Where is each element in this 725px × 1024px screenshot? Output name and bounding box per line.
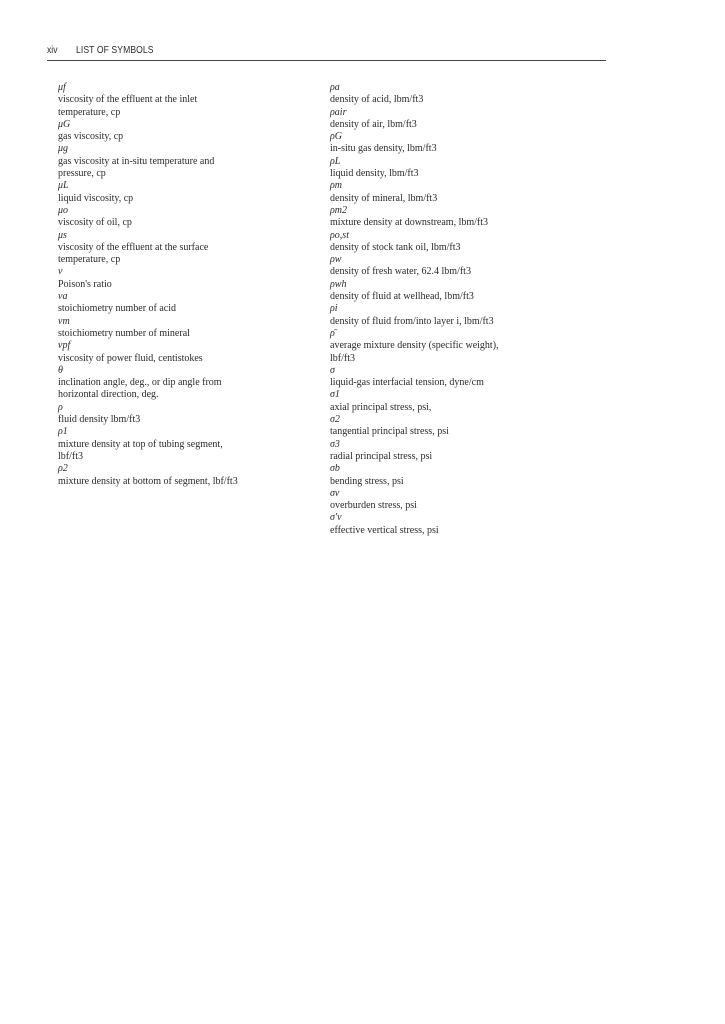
symbol-entry bbox=[58, 143, 328, 180]
definition-line: liquid-gas interfacial tension, dyne/cm bbox=[330, 377, 484, 389]
symbol-entry bbox=[330, 512, 620, 537]
symbol: ρa bbox=[330, 82, 340, 93]
definition-line: fluid density lbm/ft3 bbox=[58, 414, 141, 426]
symbol-entry bbox=[330, 365, 620, 390]
symbol: ν bbox=[58, 266, 63, 278]
symbol: νm bbox=[58, 315, 70, 327]
definition-line: pressure, cp bbox=[58, 168, 106, 180]
definition-line: gas viscosity, cp bbox=[58, 131, 124, 143]
symbol-definition bbox=[330, 500, 620, 512]
definition-line: temperature, cp bbox=[58, 106, 121, 118]
symbol-entry bbox=[58, 463, 328, 488]
symbol: ρ bbox=[58, 401, 63, 413]
definition-line: density of air, lbm/ft3 bbox=[330, 118, 417, 130]
symbol-definition bbox=[330, 426, 620, 438]
symbol: σ1 bbox=[330, 389, 340, 401]
symbol: σ bbox=[330, 364, 335, 376]
symbol: νa bbox=[58, 291, 68, 303]
symbol-entry bbox=[330, 254, 620, 279]
symbol-entry bbox=[330, 414, 620, 439]
definition-line: temperature, cp bbox=[58, 254, 121, 266]
definition-line: tangential principal stress, psi bbox=[330, 426, 449, 438]
symbol-definition bbox=[330, 451, 620, 463]
symbol-definition bbox=[330, 193, 620, 205]
symbol: ρo,st bbox=[330, 229, 349, 241]
definition-line: bending stress, psi bbox=[330, 475, 404, 487]
symbol: μf bbox=[58, 82, 66, 93]
symbol: μg bbox=[58, 143, 69, 155]
symbol-definition bbox=[58, 303, 328, 315]
header-rule bbox=[47, 60, 606, 61]
symbol-entry bbox=[58, 426, 328, 463]
symbol-entry bbox=[330, 205, 620, 230]
symbol-definition bbox=[330, 242, 620, 254]
symbol: ρi bbox=[330, 303, 338, 315]
symbol-entry bbox=[58, 402, 328, 427]
definition-line: density of fluid at wellhead, lbm/ft3 bbox=[330, 291, 474, 303]
symbol-entry bbox=[330, 279, 620, 304]
symbol: νpf bbox=[58, 340, 71, 352]
symbol-entry bbox=[330, 82, 620, 107]
symbol-entry bbox=[330, 131, 620, 156]
symbol: σb bbox=[330, 463, 340, 475]
definition-line: viscosity of power fluid, centistokes bbox=[58, 352, 203, 364]
symbol-definition bbox=[330, 402, 620, 414]
symbol-definition bbox=[58, 217, 328, 229]
symbol-entry bbox=[330, 488, 620, 513]
symbol-entry bbox=[58, 340, 328, 365]
symbol: σ′v bbox=[330, 512, 342, 524]
definition-line: inclination angle, deg., or dip angle from bbox=[58, 377, 222, 389]
symbol: ρ2 bbox=[58, 463, 68, 475]
symbol-entry bbox=[330, 107, 620, 132]
symbol: ρ1 bbox=[58, 426, 68, 438]
symbol: ρm bbox=[330, 180, 343, 192]
definition-line: overburden stress, psi bbox=[330, 500, 417, 512]
symbol-entry bbox=[330, 230, 620, 255]
definition-line: stoichiometry number of mineral bbox=[58, 327, 190, 339]
running-title: LIST OF SYMBOLS bbox=[76, 44, 154, 56]
symbol-definition bbox=[58, 94, 328, 119]
symbol-entry bbox=[58, 230, 328, 267]
symbol-definition bbox=[330, 143, 620, 155]
symbol-definition bbox=[58, 131, 328, 143]
symbol: σ2 bbox=[330, 414, 340, 426]
definition-line: lbf/ft3 bbox=[330, 352, 355, 364]
definition-line: gas viscosity at in-situ temperature and bbox=[58, 155, 215, 167]
definition-line: viscosity of the effluent at the inlet bbox=[58, 94, 198, 106]
right-symbol-column bbox=[330, 82, 620, 537]
symbol-definition bbox=[330, 291, 620, 303]
symbol-entry bbox=[330, 303, 620, 328]
symbol: ρ̄ bbox=[330, 327, 335, 339]
symbol-definition bbox=[330, 119, 620, 131]
symbol-definition bbox=[330, 377, 620, 389]
symbol: σv bbox=[330, 487, 340, 499]
symbol: μL bbox=[58, 180, 69, 192]
symbol-definition bbox=[330, 525, 620, 537]
symbol-entry bbox=[330, 439, 620, 464]
left-symbol-column bbox=[58, 82, 328, 488]
symbol: μs bbox=[58, 229, 67, 241]
symbol-definition bbox=[58, 353, 328, 365]
symbol: ρL bbox=[330, 155, 341, 167]
symbol: ρG bbox=[330, 131, 343, 143]
symbol: ρwh bbox=[330, 278, 347, 290]
symbol-entry bbox=[330, 180, 620, 205]
definition-line: density of mineral, lbm/ft3 bbox=[330, 192, 438, 204]
symbol: ρw bbox=[330, 254, 342, 266]
definition-line: liquid viscosity, cp bbox=[58, 192, 134, 204]
symbol-entry bbox=[58, 291, 328, 316]
definition-line: liquid density, lbm/ft3 bbox=[330, 168, 419, 180]
symbol-entry bbox=[330, 389, 620, 414]
symbol-definition bbox=[330, 476, 620, 488]
definition-line: mixture density at top of tubing segment, bbox=[58, 438, 223, 450]
definition-line: density of fluid from/into layer i, lbm/ft3 bbox=[330, 315, 494, 327]
symbol-definition bbox=[58, 439, 328, 464]
symbol-definition bbox=[330, 340, 620, 365]
definition-line: density of stock tank oil, lbm/ft3 bbox=[330, 241, 461, 253]
symbol-definition bbox=[58, 242, 328, 267]
definition-line: effective vertical stress, psi bbox=[330, 524, 439, 536]
definition-line: Poison's ratio bbox=[58, 278, 112, 290]
definition-line: viscosity of the effluent at the surface bbox=[58, 241, 209, 253]
symbol-definition bbox=[330, 316, 620, 328]
definition-line: radial principal stress, psi bbox=[330, 450, 433, 462]
symbol: θ bbox=[58, 364, 63, 376]
symbol-entry bbox=[58, 266, 328, 291]
symbol-definition bbox=[330, 168, 620, 180]
symbol-definition bbox=[58, 279, 328, 291]
symbol-entry bbox=[58, 82, 328, 119]
symbol-definition bbox=[58, 414, 328, 426]
definition-line: viscosity of oil, cp bbox=[58, 217, 132, 229]
definition-line: density of acid, lbm/ft3 bbox=[330, 94, 424, 106]
definition-line: horizontal direction, deg. bbox=[58, 389, 159, 401]
symbol: σ3 bbox=[330, 438, 340, 450]
symbol-entry bbox=[330, 463, 620, 488]
symbol-entry bbox=[58, 316, 328, 341]
definition-line: density of fresh water, 62.4 lbm/ft3 bbox=[330, 266, 471, 278]
symbol-definition bbox=[58, 377, 328, 402]
definition-line: lbf/ft3 bbox=[58, 450, 83, 462]
definition-line: average mixture density (specific weight), bbox=[330, 340, 499, 352]
symbol-definition bbox=[58, 193, 328, 205]
symbol-definition bbox=[330, 217, 620, 229]
symbol-definition bbox=[58, 476, 328, 488]
symbol: μG bbox=[58, 118, 71, 130]
definition-line: axial principal stress, psi, bbox=[330, 401, 432, 413]
symbol-definition bbox=[58, 156, 328, 181]
symbol-entry bbox=[58, 180, 328, 205]
symbol-entry bbox=[58, 119, 328, 144]
definition-line: in-situ gas density, lbm/ft3 bbox=[330, 143, 437, 155]
symbol-entry bbox=[58, 205, 328, 230]
symbol-entry bbox=[330, 156, 620, 181]
symbol-entry bbox=[58, 365, 328, 402]
definition-line: mixture density at downstream, lbm/ft3 bbox=[330, 217, 489, 229]
symbol-definition bbox=[330, 266, 620, 278]
definition-line: stoichiometry number of acid bbox=[58, 303, 177, 315]
symbol: ρair bbox=[330, 106, 347, 118]
symbol: μo bbox=[58, 204, 69, 216]
page-number: xiv bbox=[47, 44, 58, 56]
definition-line: mixture density at bottom of segment, lbf/ft3 bbox=[58, 475, 238, 487]
symbol-entry bbox=[330, 328, 620, 365]
symbol: ρm2 bbox=[330, 204, 348, 216]
symbol-definition bbox=[58, 328, 328, 340]
symbol-definition bbox=[330, 94, 620, 106]
